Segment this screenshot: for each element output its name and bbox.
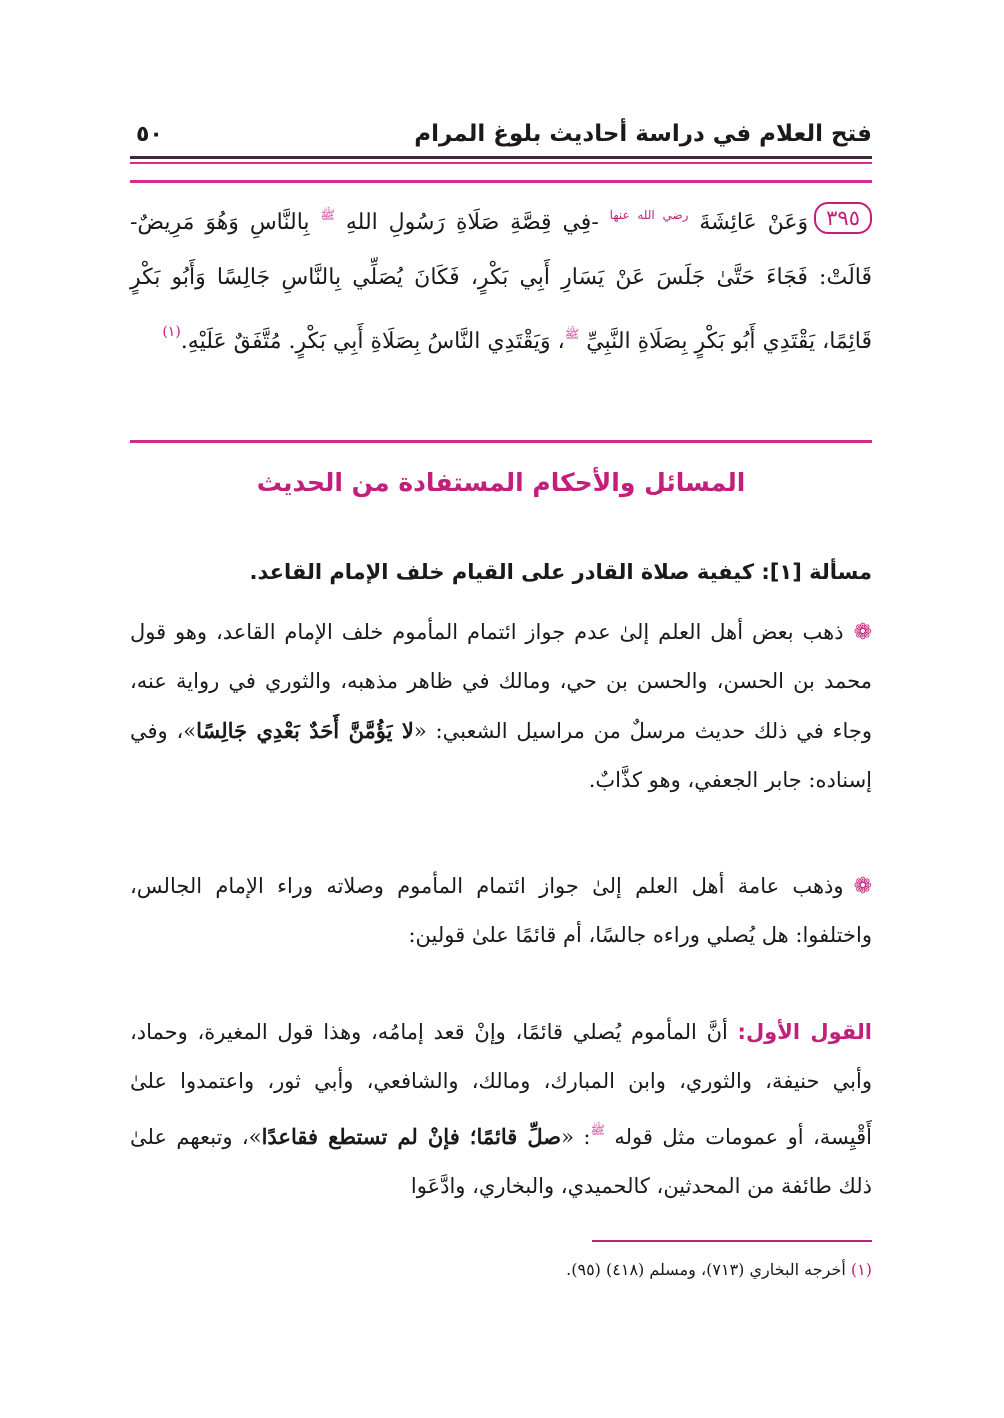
hadith-segment: ، وَيَقْتَدِي النَّاسُ بِصَلَاةِ أَبِي بَكْرٍ. مُتَّفَقٌ عَلَيْهِ. bbox=[180, 329, 565, 354]
book-title: فتح العلام في دراسة أحاديث بلوغ المرام bbox=[414, 121, 872, 147]
paragraph-text: وذهب عامة أهل العلم إلىٰ جواز ائتمام المأموم وصلاته وراء الإمام الجالس، واختلفوا: هل يُصلي وراءه جالسًا، أم قائمًا علىٰ قولين: bbox=[130, 874, 872, 947]
paragraph-2 bbox=[130, 862, 872, 960]
running-header bbox=[130, 112, 872, 156]
paragraph-text: »، وتبعهم علىٰ ذلك طائفة من المحدثين، كالحميدي، والبخاري، وادَّعَوا bbox=[130, 1125, 872, 1198]
hadith-box-bottom-rule bbox=[130, 440, 872, 443]
page bbox=[130, 0, 872, 1418]
header-rule-top bbox=[130, 156, 872, 159]
hadith-box-top-rule bbox=[130, 180, 872, 183]
footnote-marker: (١) bbox=[162, 324, 181, 340]
flower-bullet-icon: ❁ bbox=[853, 620, 872, 645]
footnote-number: (١) bbox=[850, 1260, 872, 1279]
honorific-prophet: ﷺ bbox=[320, 208, 335, 222]
hadith-text bbox=[130, 188, 872, 369]
flower-bullet-icon: ❁ bbox=[853, 874, 872, 899]
section-title: المسائل والأحكام المستفادة من الحديث bbox=[256, 468, 746, 497]
hadith-segment: -فِي قِصَّةِ صَلَاةِ رَسُولِ اللهِ bbox=[345, 210, 599, 235]
paragraph-1 bbox=[130, 608, 872, 805]
hadith-segment: وَعَنْ عَائِشَةَ bbox=[699, 210, 809, 235]
quote: صلِّ قائمًا؛ فإنْ لم تستطع فقاعدًا bbox=[261, 1124, 562, 1149]
issue-label: مسألة [١]: bbox=[761, 560, 872, 584]
hadith-number-badge: ٣٩٥ bbox=[814, 202, 872, 234]
honorific-aisha: رضي الله عنها bbox=[609, 208, 689, 222]
issue-title: كيفية صلاة القادر على القيام خلف الإمام القاعد. bbox=[249, 560, 755, 584]
paragraph-3 bbox=[130, 1008, 872, 1211]
page-number: ٥٠ bbox=[136, 121, 163, 147]
paragraph-text: : « bbox=[561, 1125, 591, 1149]
paragraph-text: ذهب بعض أهل العلم إلىٰ عدم جواز ائتمام المأموم خلف الإمام القاعد، وهو قول محمد بن الحسن، والحسن بن حي، ومالك في ظاهر مذهبه، والثوري في رواية عنه، وجاء في ذلك حديث مرسلٌ من مراسيل الشعبي: « bbox=[130, 620, 873, 743]
paragraph-text: »، وفي إسناده: جابر الجعفي، وهو كذَّابٌ. bbox=[130, 719, 872, 792]
paragraph-text: أنَّ المأموم يُصلي قائمًا، وإنْ قعد إمامُه، وهذا قول المغيرة، وحماد، وأبي حنيفة، والثوري، وابن المبارك، ومالك، والشافعي، وأبي ثور، واعتمدوا علىٰ أَقْيِسة، أو عمومات مثل قوله bbox=[130, 1020, 872, 1149]
footnote-text: أخرجه البخاري (٧١٣)، ومسلم (٤١٨) (٩٥). bbox=[566, 1260, 846, 1279]
hadith-segment: بِالنَّاسِ وَهُوَ مَرِيضٌ- قَالَتْ: فَجَاءَ حَتَّىٰ جَلَسَ عَنْ يَسَارِ أَبِي بَكْرٍ، فَكَانَ يُصَلِّي بِالنَّاسِ جَالِسًا وَأَبُو بَكْرٍ قَائِمًا، يَقْتَدِي أَبُو بَكْرٍ بِصَلَاةِ النَّبِيِّ bbox=[130, 210, 872, 354]
issue-heading bbox=[130, 552, 872, 592]
header-rule-bottom bbox=[130, 162, 872, 164]
quote: لا يَؤُمَّنَّ أَحَدٌ بَعْدِي جَالِسًا bbox=[196, 718, 414, 743]
first-opinion-label: القول الأول: bbox=[737, 1020, 872, 1044]
honorific-prophet: ﷺ bbox=[590, 1123, 605, 1137]
footnote bbox=[130, 1256, 872, 1284]
honorific-prophet: ﷺ bbox=[564, 327, 580, 341]
footnote-separator bbox=[592, 1240, 872, 1242]
